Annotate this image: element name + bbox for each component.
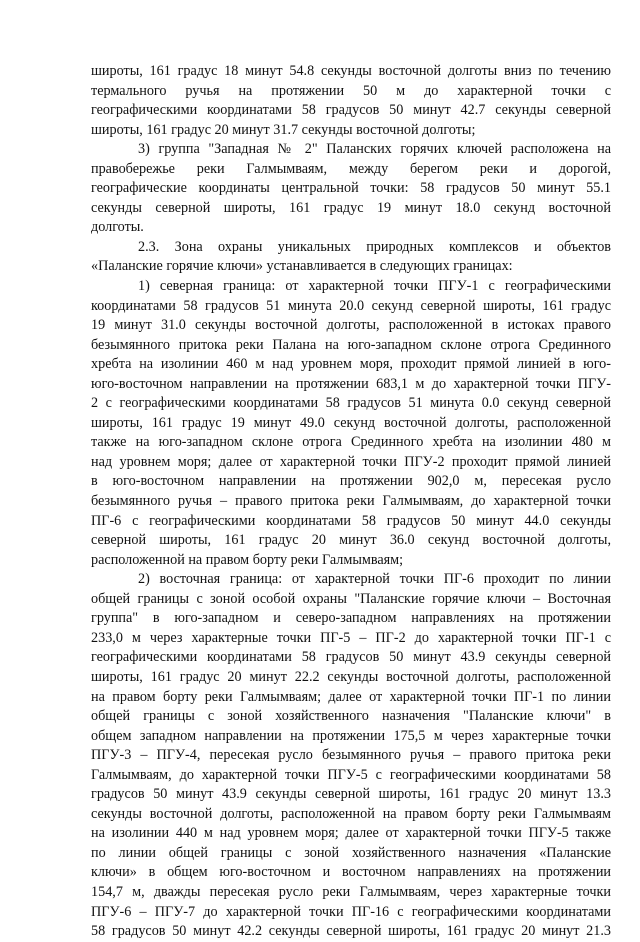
text-line: хребта на изолинии 460 м над уровнем моря, проходит прямой линией в юго- [91, 356, 611, 373]
text-line: группа" в юго-западном и северо-западном направлениях на протяжении [91, 610, 611, 627]
text-line: секунды северной широты, 161 градус 19 минут 18.0 секунд восточной [91, 199, 611, 216]
text-line: на правом борту реки Галмымваям; далее от характерной точки ПГ-1 по линии [91, 688, 611, 705]
text-line: ПГ-6 с географическими координатами 58 градусов 50 минут 44.0 секунды [91, 512, 611, 529]
text-line: также на юго-западном склоне отрога Срединного хребта на изолинии 480 м [91, 434, 611, 451]
text-line: «Паланские горячие ключи» устанавливается в следующих границах: [91, 258, 513, 275]
text-line: Галмымваям, до характерной точки ПГУ-5 с географическими координатами 58 [91, 766, 611, 783]
document-body [91, 62, 611, 942]
text-line: широты, 161 градус 20 минут 22.2 секунды восточной долготы, расположенной [91, 668, 611, 685]
text-line: над уровнем моря; далее от характерной точки ПГУ-2 проходит прямой линией [91, 453, 611, 470]
text-line: на изолинии 440 м над уровнем моря; далее от характерной точки ПГУ-5 также [91, 825, 611, 842]
text-line: термального ручья на протяжении 50 м до характерной точки с [91, 82, 611, 99]
text-line: географическими координатами 58 градусов 50 минут 43.9 секунды северной [91, 649, 611, 666]
text-line: общем западном направлении на протяжении 175,5 м через характерные точки [91, 727, 611, 744]
text-line: широты, 161 градус 18 минут 54.8 секунды восточной долготы вниз по течению [91, 63, 611, 79]
text-line: в юго-восточном направлении на протяжении 902,0 м, пересекая русло [91, 473, 611, 490]
text-line: ПГУ-6 – ПГУ-7 до характерной точки ПГ-16 с географическими координатами [91, 903, 611, 920]
text-line: 2) восточная граница: от характерной точки ПГ-6 проходит по линии [138, 571, 611, 588]
text-line: градусов 50 минут 43.9 секунды северной широты, 161 градус 20 минут 13.3 [91, 786, 611, 803]
text-line: безымянного ручья – правого притока реки Галмымваям, до характерной точки [91, 493, 611, 510]
text-line: по линии общей границы с зоной хозяйственного назначения «Паланские [91, 844, 611, 861]
text-line: 2.3. Зона охраны уникальных природных комплексов и объектов [138, 238, 611, 255]
text-line: северной широты, 161 градус 20 минут 36.0 секунд восточной долготы, [91, 532, 611, 549]
text-line: 3) группа "Западная № 2" Паланских горячих ключей расположена на [138, 141, 611, 158]
text-line: 2 с географическими координатами 58 градусов 51 минута 0.0 секунд северной [91, 395, 611, 412]
text-line: расположенной на правом борту реки Галмымваям; [91, 551, 404, 568]
text-line: 154,7 м, дважды пересекая русло реки Галмымваям, через характерные точки [91, 883, 611, 900]
text-line: 19 минут 31.0 секунды восточной долготы, расположенной в истоках правого [91, 317, 611, 334]
text-line: юго-восточном направлении на протяжении 683,1 м до характерной точки ПГУ- [91, 375, 611, 392]
text-line: ключи» в общем юго-восточном и восточном направлениях на протяжении [91, 864, 611, 881]
text-line: долготы. [91, 219, 144, 236]
text-line: географические координаты центральной точки: 58 градусов 50 минут 55.1 [91, 180, 611, 197]
text-line: широты, 161 градус 19 минут 49.0 секунд восточной долготы, расположенной [91, 414, 611, 431]
text-line: географическими координатами 58 градусов 50 минут 42.7 секунды северной [91, 102, 611, 119]
text-line: широты, 161 градус 20 минут 31.7 секунды восточной долготы; [91, 121, 476, 138]
text-line: общей границы с зоной особой охраны "Паланские горячие ключи – Восточная [91, 590, 611, 607]
text-line: 233,0 м через характерные точки ПГ-5 – ПГ-2 до характерной точки ПГ-1 с [91, 629, 611, 646]
text-line: 1) северная граница: от характерной точки ПГУ-1 с географическими [138, 278, 611, 295]
text-line: безымянного притока реки Палана на юго-западном склоне отрога Срединного [91, 336, 611, 353]
text-line: правобережье реки Галмымваям, между берегом реки и дорогой, [91, 160, 611, 177]
text-line: секунды восточной долготы, расположенной на правом борту реки Галмымваям [91, 805, 611, 822]
text-line: 58 градусов 50 минут 42.2 секунды северной широты, 161 градус 20 минут 21.3 [91, 923, 611, 940]
text-line: общей границы с зоной хозяйственного назначения "Паланские ключи" в [91, 708, 611, 725]
text-line: ПГУ-3 – ПГУ-4, пересекая русло безымянного ручья – правого притока реки [91, 747, 611, 764]
text-line: координатами 58 градусов 51 минута 20.0 секунд северной широты, 161 градус [91, 297, 611, 314]
